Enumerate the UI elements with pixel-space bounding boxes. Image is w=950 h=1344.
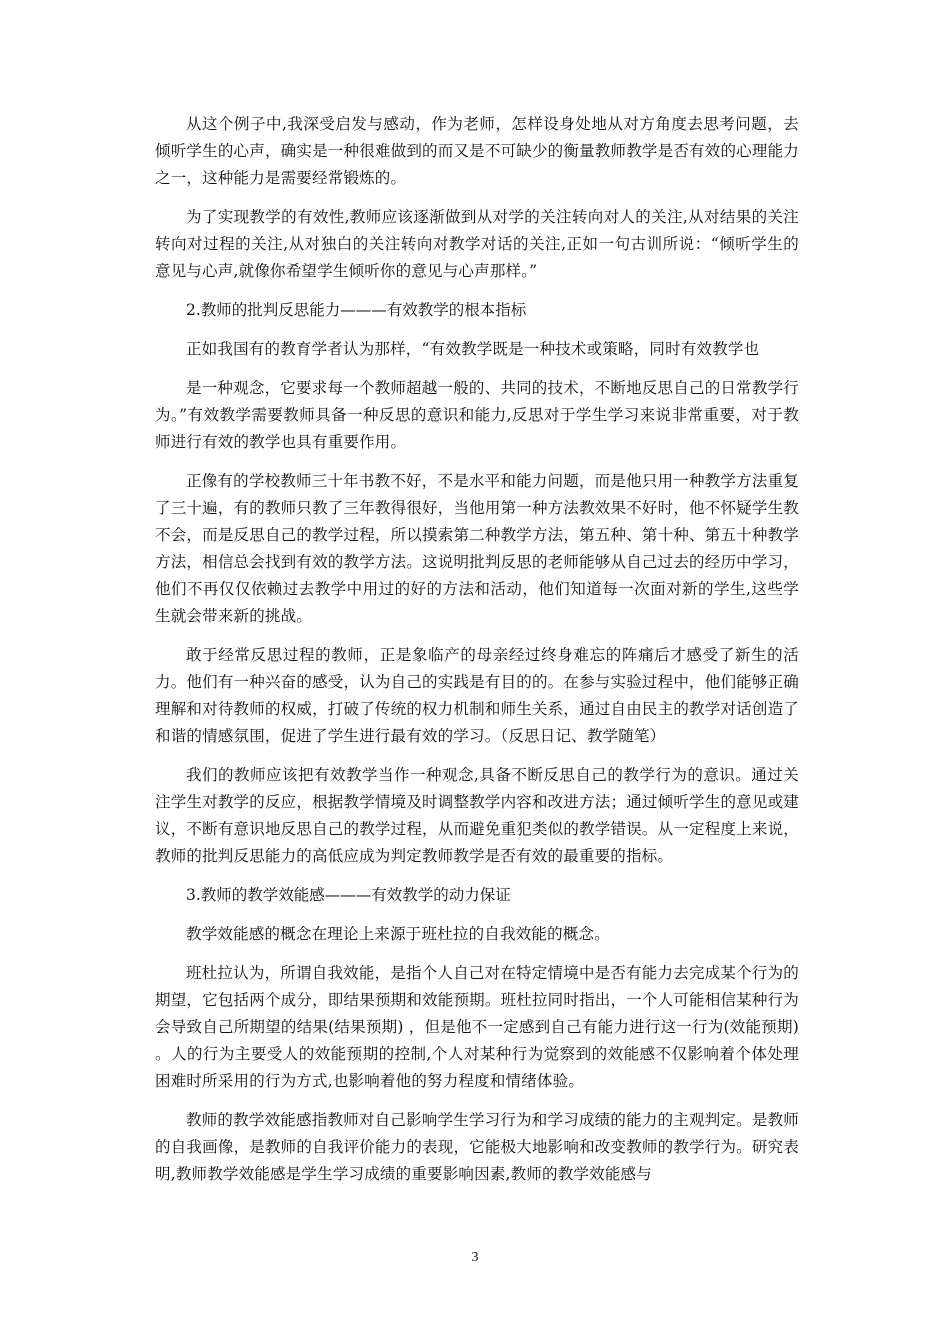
page-number: 3 [471,1250,479,1265]
paragraph-reflective-teachers: 敢于经常反思过程的教师，正是象临产的母亲经过终身难忘的阵痛后才感受了新生的活力。他们有一种兴奋的感受，认为自己的实践是有目的的。在参与实验过程中，他们能够正确理解和对待教师的权威，打破了传统的权力机制和师生关系，通过自由民主的教学对话创造了和谐的情感氛围，促进了学生进行最有效的学习。（反思日记、教学随笔） [155,646,799,745]
paragraph-efficacy-origin: 教学效能感的概念在理论上来源于班杜拉的自我效能的概念。 [186,925,610,943]
paragraph-empathy: 从这个例子中,我深受启发与感动，作为老师，怎样设身处地从对方角度去思考问题，去倾听学生的心声，确实是一种很难做到的而又是不可缺少的衡量教师教学是否有效的心理能力之一，这种能力是需要经常锻炼的。 [155,115,799,187]
paragraph-reflection-awareness: 我们的教师应该把有效教学当作一种观念,具备不断反思自己的教学行为的意识。通过关注学生对教学的反应，根据教学情境及时调整教学内容和改进方法；通过倾听学生的意见或建议，不断有意识地反思自己的教学过程，从而避免重犯类似的教学错误。从一定程度上来说，教师的批判反思能力的高低应成为判定教师教学是否有效的最重要的指标。 [155,766,799,865]
section-heading-critical-reflection: 2.教师的批判反思能力———有效教学的根本指标 [186,301,527,319]
document-body [155,111,799,1200]
paragraph-quote-continuation: 是一种观念，它要求每一个教师超越一般的、共同的技术，不断地反思自己的日常教学行为。”有效教学需要教师具备一种反思的意识和能力,反思对于学生学习来说非常重要，对于教师进行有效的教学也具有重要作用。 [155,379,799,451]
section-heading-teaching-efficacy: 3.教师的教学效能感———有效教学的动力保证 [186,886,511,904]
paragraph-bandura: 班杜拉认为，所谓自我效能，是指个人自己对在特定情境中是否有能力去完成某个行为的期望，它包括两个成分，即结果预期和效能预期。班杜拉同时指出，一个人可能相信某种行为会导致自己所期望的结果(结果预期) ，但是他不一定感到自己有能力进行这一行为(效能预期) 。人的行为主要受人的效能预期的控制,个人对某种行为觉察到的效能感不仅影响着个体处理困难时所采用的行为方式,也影响着他的努力程度和情绪体验。 [155,964,799,1090]
paragraph-thirty-years: 正像有的学校教师三十年书教不好，不是水平和能力问题，而是他只用一种教学方法重复了三十遍，有的教师只教了三年教得很好，当他用第一种方法教效果不好时，他不怀疑学生教不会，而是反思自己的教学过程，所以摸索第二种教学方法，第五种、第十种、第五十种教学方法，相信总会找到有效的教学方法。这说明批判反思的老师能够从自己过去的经历中学习，他们不再仅仅依赖过去教学中用过的好的方法和活动，他们知道每一次面对新的学生,这些学生就会带来新的挑战。 [155,472,799,625]
paragraph-quote-intro: 正如我国有的教育学者认为那样，“有效教学既是一种技术或策略，同时有效教学也 [186,340,760,358]
paragraph-teacher-efficacy: 教师的教学效能感指教师对自己影响学生学习行为和学习成绩的能力的主观判定。是教师的自我画像，是教师的自我评价能力的表现，它能极大地影响和改变教师的教学行为。研究表明,教师教学效能感是学生学习成绩的重要影响因素,教师的教学效能感与 [155,1111,799,1183]
paragraph-effective-teaching-focus: 为了实现教学的有效性,教师应该逐渐做到从对学的关注转向对人的关注,从对结果的关注转向对过程的关注,从对独白的关注转向对教学对话的关注,正如一句古训所说：“倾听学生的意见与心声,就像你希望学生倾听你的意见与心声那样。” [155,208,799,280]
